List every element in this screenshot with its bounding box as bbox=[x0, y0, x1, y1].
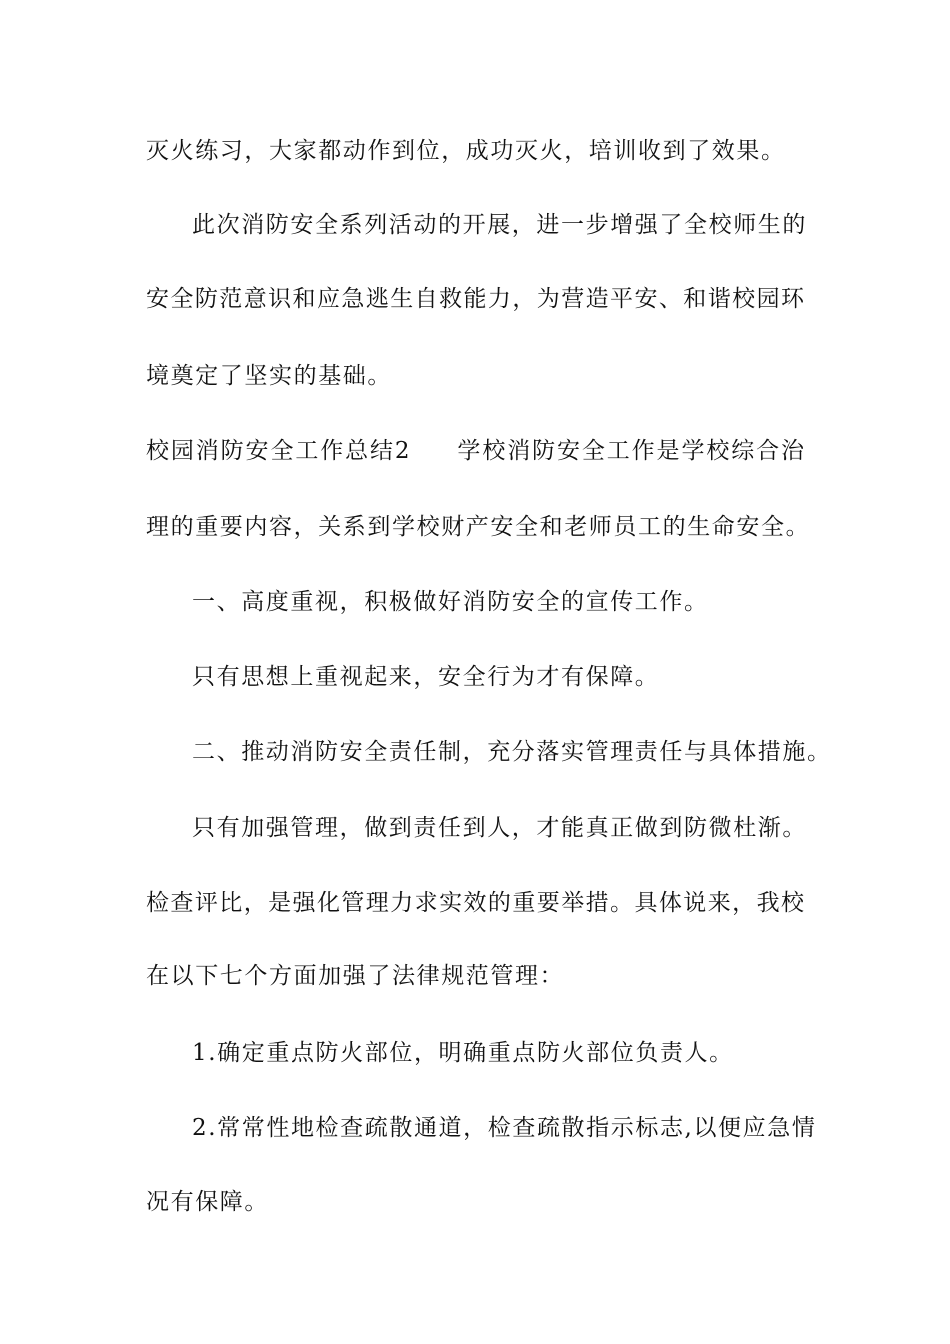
paragraph-line: 境奠定了坚实的基础。 bbox=[146, 363, 392, 389]
paragraph-line: 此次消防安全系列活动的开展，进一步增强了全校师生的 bbox=[192, 212, 807, 238]
paragraph-line: 检查评比，是强化管理力求实效的重要举措。具体说来，我校 bbox=[146, 890, 804, 916]
section-heading-line bbox=[146, 436, 804, 466]
paragraph-line: 理的重要内容，关系到学校财产安全和老师员工的生命安全。 bbox=[146, 514, 811, 540]
paragraph-line: 安全防范意识和应急逃生自救能力，为营造平安、和谐校园环 bbox=[146, 286, 804, 312]
paragraph-line: 在以下七个方面加强了法律规范管理： bbox=[146, 963, 565, 989]
paragraph-line: 2.常常性地检查疏散通道，检查疏散指示标志,以便应急情 bbox=[192, 1115, 817, 1141]
paragraph-line: 况有保障。 bbox=[146, 1189, 269, 1215]
paragraph-line: 二、推动消防安全责任制，充分落实管理责任与具体措施。 bbox=[192, 739, 832, 765]
paragraph-line: 只有思想上重视起来，安全行为才有保障。 bbox=[192, 664, 660, 690]
section-title: 校园消防安全工作总结2 bbox=[146, 438, 410, 464]
paragraph-line: 1.确定重点防火部位，明确重点防火部位负责人。 bbox=[192, 1040, 734, 1066]
paragraph-line: 灭火练习，大家都动作到位，成功灭火，培训收到了效果。 bbox=[146, 138, 786, 164]
paragraph-line: 只有加强管理，做到责任到人，才能真正做到防微杜渐。 bbox=[192, 815, 807, 841]
paragraph-text: 学校消防安全工作是学校综合治 bbox=[455, 438, 805, 464]
paragraph-line: 一、高度重视，积极做好消防安全的宣传工作。 bbox=[192, 589, 709, 615]
